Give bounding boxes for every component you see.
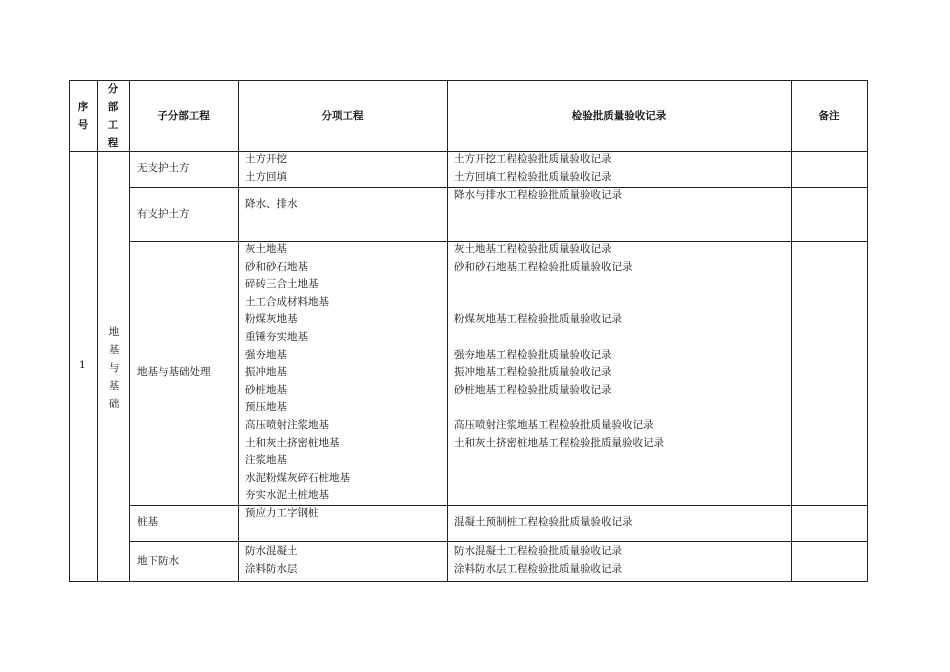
list-item: 夯实水泥土桩地基 bbox=[245, 489, 329, 502]
list-item: 土和灰土挤密桩地基 bbox=[245, 436, 340, 449]
list-item: 砂和砂石地基 bbox=[245, 260, 308, 273]
record-list bbox=[454, 187, 622, 205]
item-list bbox=[245, 196, 298, 214]
group-division: 地基与基础 bbox=[108, 326, 120, 410]
list-item: 粉煤灰地基 bbox=[245, 313, 298, 326]
header-subdivision: 子分部工程 bbox=[157, 110, 210, 122]
list-item: 砂和砂石地基工程检验批质量验收记录 bbox=[454, 260, 633, 273]
list-item: 土方开挖 bbox=[245, 153, 287, 165]
list-item: 土工合成材料地基 bbox=[245, 295, 329, 308]
list-item bbox=[454, 294, 664, 312]
header-note: 备注 bbox=[818, 110, 840, 122]
list-item: 高压喷射注浆地基 bbox=[245, 418, 329, 431]
row-separator bbox=[129, 541, 868, 542]
list-item: 碎砖三合土地基 bbox=[245, 278, 319, 291]
record-list bbox=[454, 151, 612, 186]
list-item bbox=[454, 399, 664, 417]
record-list bbox=[454, 241, 664, 452]
list-item: 混凝土预制桩工程检验批质量验收记录 bbox=[454, 516, 633, 528]
row-separator bbox=[129, 505, 868, 506]
col-border bbox=[447, 80, 448, 582]
list-item bbox=[454, 329, 664, 347]
col-border bbox=[238, 80, 239, 582]
col-border bbox=[867, 80, 868, 582]
list-item: 水泥粉煤灰碎石桩地基 bbox=[245, 471, 350, 484]
item-list bbox=[245, 151, 287, 186]
list-item: 振冲地基 bbox=[245, 366, 287, 379]
group-seq: 1 bbox=[79, 359, 86, 371]
list-item: 土方回填 bbox=[245, 170, 287, 183]
subdivision-cell: 无支护土方 bbox=[137, 162, 190, 174]
list-item: 灰土地基工程检验批质量验收记录 bbox=[454, 243, 612, 255]
list-item: 土方开挖工程检验批质量验收记录 bbox=[454, 153, 612, 165]
list-item: 土和灰土挤密桩地基工程检验批质量验收记录 bbox=[454, 436, 664, 449]
list-item: 砂桩地基 bbox=[245, 383, 287, 396]
list-item: 预应力工字钢桩 bbox=[245, 507, 319, 519]
item-list bbox=[245, 505, 319, 523]
list-item: 灰土地基 bbox=[245, 243, 287, 255]
subdivision-cell: 地基与基础处理 bbox=[137, 366, 211, 378]
list-item: 强夯地基 bbox=[245, 348, 287, 361]
item-list bbox=[245, 543, 298, 578]
list-item: 粉煤灰地基工程检验批质量验收记录 bbox=[454, 313, 622, 326]
col-border bbox=[791, 80, 792, 582]
header-item: 分项工程 bbox=[321, 110, 364, 122]
subdivision-cell: 地下防水 bbox=[137, 555, 179, 567]
subdivision-cell: 桩基 bbox=[137, 516, 158, 528]
list-item: 涂料防水层 bbox=[245, 562, 298, 575]
subdivision-cell: 有支护土方 bbox=[137, 208, 190, 220]
list-item: 注浆地基 bbox=[245, 454, 287, 467]
list-item: 高压喷射注浆地基工程检验批质量验收记录 bbox=[454, 418, 654, 431]
col-border bbox=[69, 80, 70, 582]
list-item: 防水混凝土 bbox=[245, 545, 298, 557]
record-list bbox=[454, 514, 633, 532]
table-top-border bbox=[69, 80, 868, 81]
list-item: 土方回填工程检验批质量验收记录 bbox=[454, 170, 612, 183]
list-item: 强夯地基工程检验批质量验收记录 bbox=[454, 348, 612, 361]
list-item bbox=[454, 276, 664, 294]
header-division: 分部工程 bbox=[107, 83, 119, 149]
list-item: 重锤夯实地基 bbox=[245, 330, 308, 343]
list-item: 涂料防水层工程检验批质量验收记录 bbox=[454, 562, 622, 575]
header-record: 检验批质量验收记录 bbox=[571, 110, 667, 122]
item-list bbox=[245, 241, 350, 505]
list-item: 降水与排水工程检验批质量验收记录 bbox=[454, 189, 622, 201]
list-item: 砂桩地基工程检验批质量验收记录 bbox=[454, 383, 612, 396]
list-item: 防水混凝土工程检验批质量验收记录 bbox=[454, 545, 622, 557]
col-border bbox=[129, 80, 130, 582]
header-seq: 序号 bbox=[77, 101, 89, 131]
table-bottom-border bbox=[69, 581, 868, 582]
col-border bbox=[97, 80, 98, 582]
list-item: 降水、排水 bbox=[245, 198, 298, 210]
list-item: 预压地基 bbox=[245, 401, 287, 414]
record-list bbox=[454, 543, 622, 578]
list-item: 振冲地基工程检验批质量验收记录 bbox=[454, 366, 612, 379]
